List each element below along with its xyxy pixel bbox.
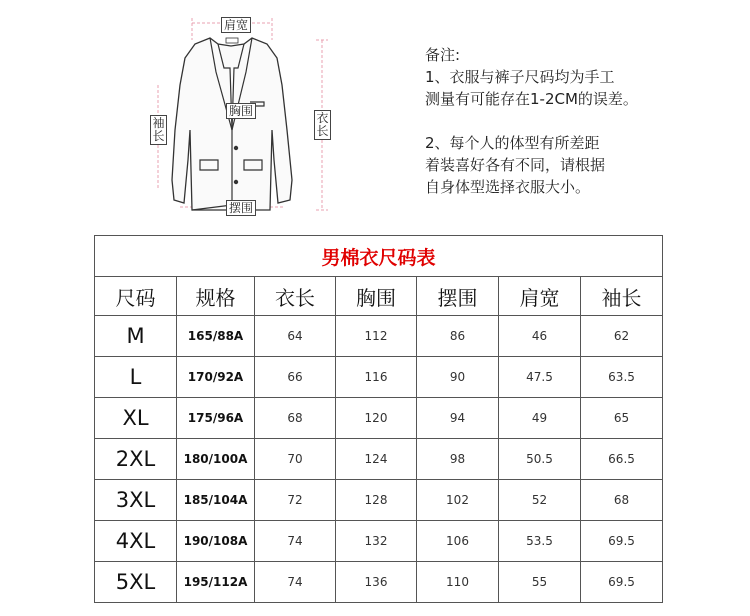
cell-spec: 180/100A xyxy=(177,439,255,480)
cell-chest: 136 xyxy=(336,562,417,603)
cell-chest: 132 xyxy=(336,521,417,562)
cell-spec: 185/104A xyxy=(177,480,255,521)
cell-size: 2XL xyxy=(95,439,177,480)
cell-hem: 94 xyxy=(417,398,499,439)
cell-sleeve: 65 xyxy=(581,398,663,439)
cell-length: 70 xyxy=(255,439,336,480)
cell-hem: 90 xyxy=(417,357,499,398)
cell-chest: 120 xyxy=(336,398,417,439)
cell-spec: 165/88A xyxy=(177,316,255,357)
cell-shoulder: 52 xyxy=(499,480,581,521)
cell-hem: 98 xyxy=(417,439,499,480)
cell-chest: 124 xyxy=(336,439,417,480)
sleeve-label-text: 袖长 xyxy=(152,116,165,143)
cell-length: 72 xyxy=(255,480,336,521)
cell-sleeve: 69.5 xyxy=(581,521,663,562)
note-2-line-b: 着装喜好各有不同，请根据 xyxy=(425,156,606,174)
size-table xyxy=(94,235,663,603)
cell-spec: 170/92A xyxy=(177,357,255,398)
cell-size: XL xyxy=(95,398,177,439)
header-chest: 胸围 xyxy=(336,277,417,316)
note-1-line-b: 测量有可能存在1-2CM的误差。 xyxy=(425,90,638,108)
cell-shoulder: 46 xyxy=(499,316,581,357)
chest-label: 胸围 xyxy=(226,103,256,119)
cell-size: 4XL xyxy=(95,521,177,562)
cell-length: 74 xyxy=(255,521,336,562)
note-1-line-a: 1、衣服与裤子尺码均为手工 xyxy=(425,68,615,86)
table-row xyxy=(95,521,663,562)
cell-shoulder: 47.5 xyxy=(499,357,581,398)
cell-chest: 112 xyxy=(336,316,417,357)
cell-shoulder: 53.5 xyxy=(499,521,581,562)
cell-size: 3XL xyxy=(95,480,177,521)
cell-spec: 195/112A xyxy=(177,562,255,603)
cell-sleeve: 69.5 xyxy=(581,562,663,603)
header-shoulder: 肩宽 xyxy=(499,277,581,316)
cell-length: 74 xyxy=(255,562,336,603)
cell-size: L xyxy=(95,357,177,398)
cell-hem: 106 xyxy=(417,521,499,562)
cell-spec: 175/96A xyxy=(177,398,255,439)
cell-shoulder: 50.5 xyxy=(499,439,581,480)
cell-hem: 102 xyxy=(417,480,499,521)
table-row xyxy=(95,357,663,398)
header-spec: 规格 xyxy=(177,277,255,316)
note-2-line-c: 自身体型选择衣服大小。 xyxy=(425,178,591,196)
cell-length: 64 xyxy=(255,316,336,357)
cell-chest: 116 xyxy=(336,357,417,398)
notes-heading: 备注: xyxy=(425,46,461,64)
note-2-line-a: 2、每个人的体型有所差距 xyxy=(425,134,600,152)
header-length: 衣长 xyxy=(255,277,336,316)
header-size: 尺码 xyxy=(95,277,177,316)
cell-length: 66 xyxy=(255,357,336,398)
cell-spec: 190/108A xyxy=(177,521,255,562)
cell-shoulder: 55 xyxy=(499,562,581,603)
header-hem: 摆围 xyxy=(417,277,499,316)
sleeve-label xyxy=(150,115,167,145)
cell-sleeve: 66.5 xyxy=(581,439,663,480)
table-title: 男棉衣尺码表 xyxy=(95,236,663,277)
table-row xyxy=(95,562,663,603)
table-row xyxy=(95,398,663,439)
length-label-text: 衣长 xyxy=(316,111,329,138)
table-header-row xyxy=(95,277,663,316)
cell-sleeve: 63.5 xyxy=(581,357,663,398)
table-body xyxy=(95,316,663,603)
table-row xyxy=(95,316,663,357)
cell-hem: 86 xyxy=(417,316,499,357)
cell-sleeve: 68 xyxy=(581,480,663,521)
cell-hem: 110 xyxy=(417,562,499,603)
length-label xyxy=(314,110,331,140)
hem-label: 摆围 xyxy=(226,200,256,216)
cell-size: 5XL xyxy=(95,562,177,603)
table-row xyxy=(95,439,663,480)
cell-chest: 128 xyxy=(336,480,417,521)
notes-block xyxy=(425,44,638,198)
cell-shoulder: 49 xyxy=(499,398,581,439)
cell-size: M xyxy=(95,316,177,357)
cell-length: 68 xyxy=(255,398,336,439)
shoulder-width-label: 肩宽 xyxy=(221,17,251,33)
cell-sleeve: 62 xyxy=(581,316,663,357)
jacket-diagram xyxy=(140,10,350,225)
table-row xyxy=(95,480,663,521)
header-sleeve: 袖长 xyxy=(581,277,663,316)
